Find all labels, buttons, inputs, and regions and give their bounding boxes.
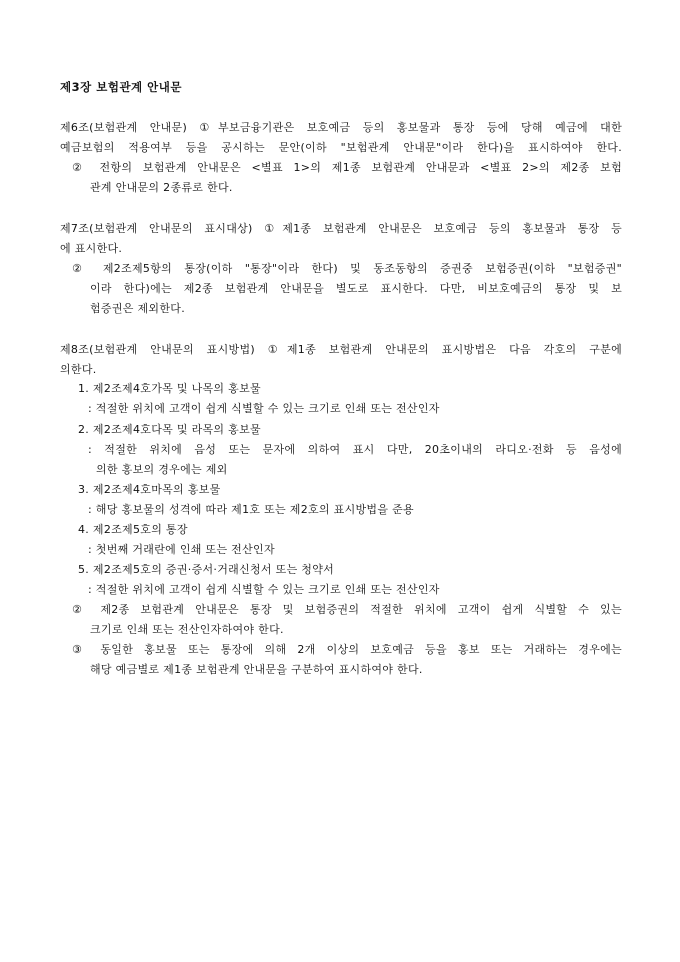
article-8-item-heading: 1. 제2조제4호가목 및 나목의 홍보물 — [78, 382, 261, 395]
document-page — [60, 0, 622, 962]
article-8-item-detail: : 해당 홍보물의 성격에 따라 제1호 또는 제2호의 표시방법을 준용 — [88, 503, 414, 516]
article-6-line: 관계 안내문의 2종류로 한다. — [90, 181, 233, 194]
chapter-title: 제3장 보험관계 안내문 — [60, 80, 182, 94]
article-8-line: 제8조(보험관계 안내문의 표시방법) ①제1종 보험관계 안내문의 표시방법은 다음 각호의 구분에 — [60, 343, 622, 356]
article-8-line: 크기로 인쇄 또는 전산인자하여야 한다. — [90, 623, 284, 636]
article-6-line: ② 전항의 보험관계 안내문은 <별표 1>의 제1종 보험관계 안내문과 <별표 2>의 제2종 보험 — [72, 161, 622, 174]
article-8-item-detail: : 적절한 위치에 고객이 쉽게 식별할 수 있는 크기로 인쇄 또는 전산인자 — [88, 402, 440, 415]
article-8-line: 의한다. — [60, 363, 97, 376]
article-6-line: 예금보험의 적용여부 등을 공시하는 문안(이하 "보험관계 안내문"이라 한다)을 표시하여야 한다. — [60, 141, 622, 154]
article-8-item-detail: : 적절한 위치에 고객이 쉽게 식별할 수 있는 크기로 인쇄 또는 전산인자 — [88, 583, 440, 596]
article-7-line: ② 제2조제5항의 통장(이하 "통장"이라 한다) 및 동조동항의 증권중 보험증권(이하 "보험증권" — [72, 262, 622, 275]
article-8-item-heading: 4. 제2조제5호의 통장 — [78, 523, 188, 536]
article-8-item-heading: 5. 제2조제5호의 증권·증서·거래신청서 또는 청약서 — [78, 563, 335, 576]
article-8-line: ② 제2종 보험관계 안내문은 통장 및 보험증권의 적절한 위치에 고객이 쉽게 식별할 수 있는 — [72, 603, 622, 616]
article-7-line: 제7조(보험관계 안내문의 표시대상) ①제1종 보험관계 안내문은 보호예금 등의 홍보물과 통장 등 — [60, 222, 622, 235]
article-8-line: ③ 동일한 홍보물 또는 통장에 의해 2개 이상의 보호예금 등을 홍보 또는 거래하는 경우에는 — [72, 643, 622, 656]
article-7-line: 이라 한다)에는 제2종 보험관계 안내문을 별도로 표시한다. 다만, 비보호예금의 통장 및 보 — [90, 282, 622, 295]
article-7-line: 에 표시한다. — [60, 242, 123, 255]
article-8-line: 해당 예금별로 제1종 보험관계 안내문을 구분하여 표시하여야 한다. — [90, 663, 423, 676]
article-8-item-detail: 의한 홍보의 경우에는 제외 — [96, 463, 228, 476]
article-8-item-heading: 2. 제2조제4호다목 및 라목의 홍보물 — [78, 423, 261, 436]
article-8-item-heading: 3. 제2조제4호마목의 홍보물 — [78, 483, 221, 496]
article-7-line: 험증권은 제외한다. — [90, 302, 186, 315]
article-6-line: 제6조(보험관계 안내문) ①부보금융기관은 보호예금 등의 홍보물과 통장 등에 당해 예금에 대한 — [60, 121, 622, 134]
article-8-item-detail: : 적절한 위치에 음성 또는 문자에 의하여 표시 다만, 20초이내의 라디오·전화 등 음성에 — [88, 443, 622, 456]
article-8-item-detail: : 첫번째 거래란에 인쇄 또는 전산인자 — [88, 543, 275, 556]
